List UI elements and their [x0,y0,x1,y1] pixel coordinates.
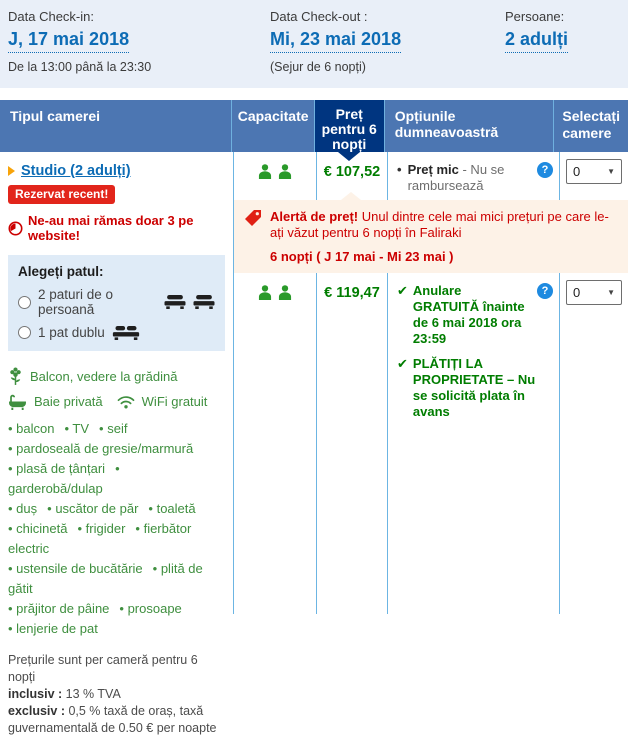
checkout-label: Data Check-out : [270,9,368,24]
amenity-item: • prosoape [119,601,181,616]
bathtub-icon [8,394,27,410]
rate-condition [397,162,553,194]
checkin-hours: De la 13:00 până la 23:30 [8,60,152,74]
header-capacity: Capacitate [231,100,314,152]
chevron-down-icon: ▼ [607,167,615,176]
price-alert-banner [234,200,628,273]
condition-text: PLĂTIȚI LA PROPRIETATE – Nu se solicită plata în avans [412,356,536,419]
checkout-date-link[interactable]: Mi, 23 mai 2018 [270,29,401,53]
selected-quantity: 0 [573,285,581,300]
amenity-item: • lenjerie de pat [8,621,98,636]
rate-condition-pay-at-property [397,356,553,420]
header-options: Opțiunile dumneavoastră [384,100,554,152]
select-cell [559,152,628,200]
condition-text: Anulare GRATUITĂ înainte de 6 mai 2018 ora 23:59 [412,283,525,346]
tax-exclusive-line: exclusiv : 0,5 % taxă de oraș, taxă guvernamentală de 0.50 € per noapte [8,704,217,735]
rooms-quantity-select[interactable] [566,159,622,184]
single-bed-icon [164,295,186,309]
alert-message [270,209,618,241]
room-type-cell [0,152,234,735]
availability-table-body [0,152,628,735]
amenity-item: • garderobă/dulap [8,461,120,496]
pricing-notes [8,652,225,737]
expand-arrow-icon [8,166,15,176]
bed-choice-box [8,255,225,351]
room-highlights [8,364,225,414]
tax-inclusive-line: inclusiv : 13 % TVA [8,687,121,701]
rates-column [234,152,628,614]
rate-row-2 [234,273,628,614]
scarcity-warning [8,213,225,243]
price-cell: € 107,52 [316,152,387,200]
wifi-icon [117,395,135,409]
price-cell: € 119,47 [316,273,387,614]
header-room-type: Tipul camerei [10,108,101,124]
alert-text: Unul dintre cele mai mici prețuri pe care le-ați văzut pentru 6 nopți în Faliraki [270,209,609,240]
persons-link[interactable]: 2 adulți [505,29,568,53]
price-tag-icon [244,209,262,227]
amenity-item: • frigider [77,521,125,536]
flower-icon [8,367,23,386]
person-icon [278,164,292,179]
twin-beds-label: 2 paturi de o persoană [38,287,114,317]
select-cell [559,273,628,614]
checkin-block [8,9,270,88]
persons-label: Persoane: [505,9,565,24]
header-price-sorted[interactable]: Preț pentru 6 nopți [314,100,384,152]
amenity-item: • balcon [8,421,54,436]
person-icon [258,164,272,179]
twin-beds-radio[interactable] [18,296,31,309]
persons-block [505,9,628,88]
scarcity-text: Ne-au mai rămas doar 3 pe website! [28,213,194,243]
amenity-item: • duș [8,501,37,516]
amenity-item: • plită de gătit [8,561,203,596]
amenity-item: • chicinetă [8,521,67,536]
chevron-down-icon: ▼ [607,288,615,297]
bed-option-double[interactable] [18,325,215,340]
amenity-item: • uscător de păr [47,501,138,516]
selected-quantity: 0 [573,164,581,179]
options-cell [387,273,559,614]
amenity-item: • fierbător electric [8,521,191,556]
rate-condition-free-cancel [397,283,553,347]
clock-icon [8,221,23,236]
pricing-note-line: Prețurile sunt per cameră pentru 6 nopți [8,653,198,684]
room-title-row [8,163,225,179]
double-bed-radio[interactable] [18,326,31,339]
amenity-item: • plasă de țânțari [8,461,105,476]
feature-text: Balcon, vedere la grădină [30,369,178,384]
double-bed-label: 1 pat dublu [38,325,105,340]
checkin-date-link[interactable]: J, 17 mai 2018 [8,29,129,53]
double-bed-icon [112,326,140,340]
feature-text: WiFi gratuit [141,394,208,409]
rooms-quantity-select[interactable] [566,280,622,305]
stay-length-note: (Sejur de 6 nopți) [270,60,366,74]
help-icon[interactable]: ? [537,162,553,178]
bullet: • [397,162,402,177]
amenity-item: • toaletă [148,501,195,516]
amenities-list [8,419,225,639]
feature-balcony [8,364,225,389]
alert-dates: 6 nopți ( J 17 mai - Mi 23 mai ) [270,249,454,264]
check-icon: ✔ [397,283,408,298]
search-summary-bar [0,0,628,88]
feature-bath-wifi [8,389,225,414]
header-select-rooms: Selectați camere [553,100,628,152]
options-cell [387,152,559,200]
availability-table-header [0,100,628,152]
condition-name: Preț mic [407,162,459,177]
bed-choice-title: Alegeți patul: [18,264,104,279]
bed-option-twin[interactable] [18,287,215,317]
check-icon: ✔ [397,356,408,371]
amenity-item: • seif [99,421,127,436]
feature-text: Baie privată [34,394,103,409]
checkin-label: Data Check-in: [8,9,94,24]
checkout-block [270,9,505,88]
person-icon [278,285,292,300]
amenity-item: • TV [64,421,89,436]
help-icon[interactable]: ? [537,283,553,299]
recently-booked-badge: Rezervat recent! [8,185,115,204]
rate-row-1 [234,152,628,200]
room-name-link[interactable]: Studio (2 adulți) [21,163,131,179]
alert-title: Alertă de preț! [270,209,359,224]
capacity-cell [234,152,316,200]
amenity-item: • pardoseală de gresie/marmură [8,441,193,456]
person-icon [258,285,272,300]
single-bed-icon [193,295,215,309]
amenity-item: • prăjitor de pâine [8,601,109,616]
condition-detail: - Nu se rambursează [407,162,505,193]
amenity-item: • ustensile de bucătărie [8,561,143,576]
capacity-cell [234,273,316,614]
